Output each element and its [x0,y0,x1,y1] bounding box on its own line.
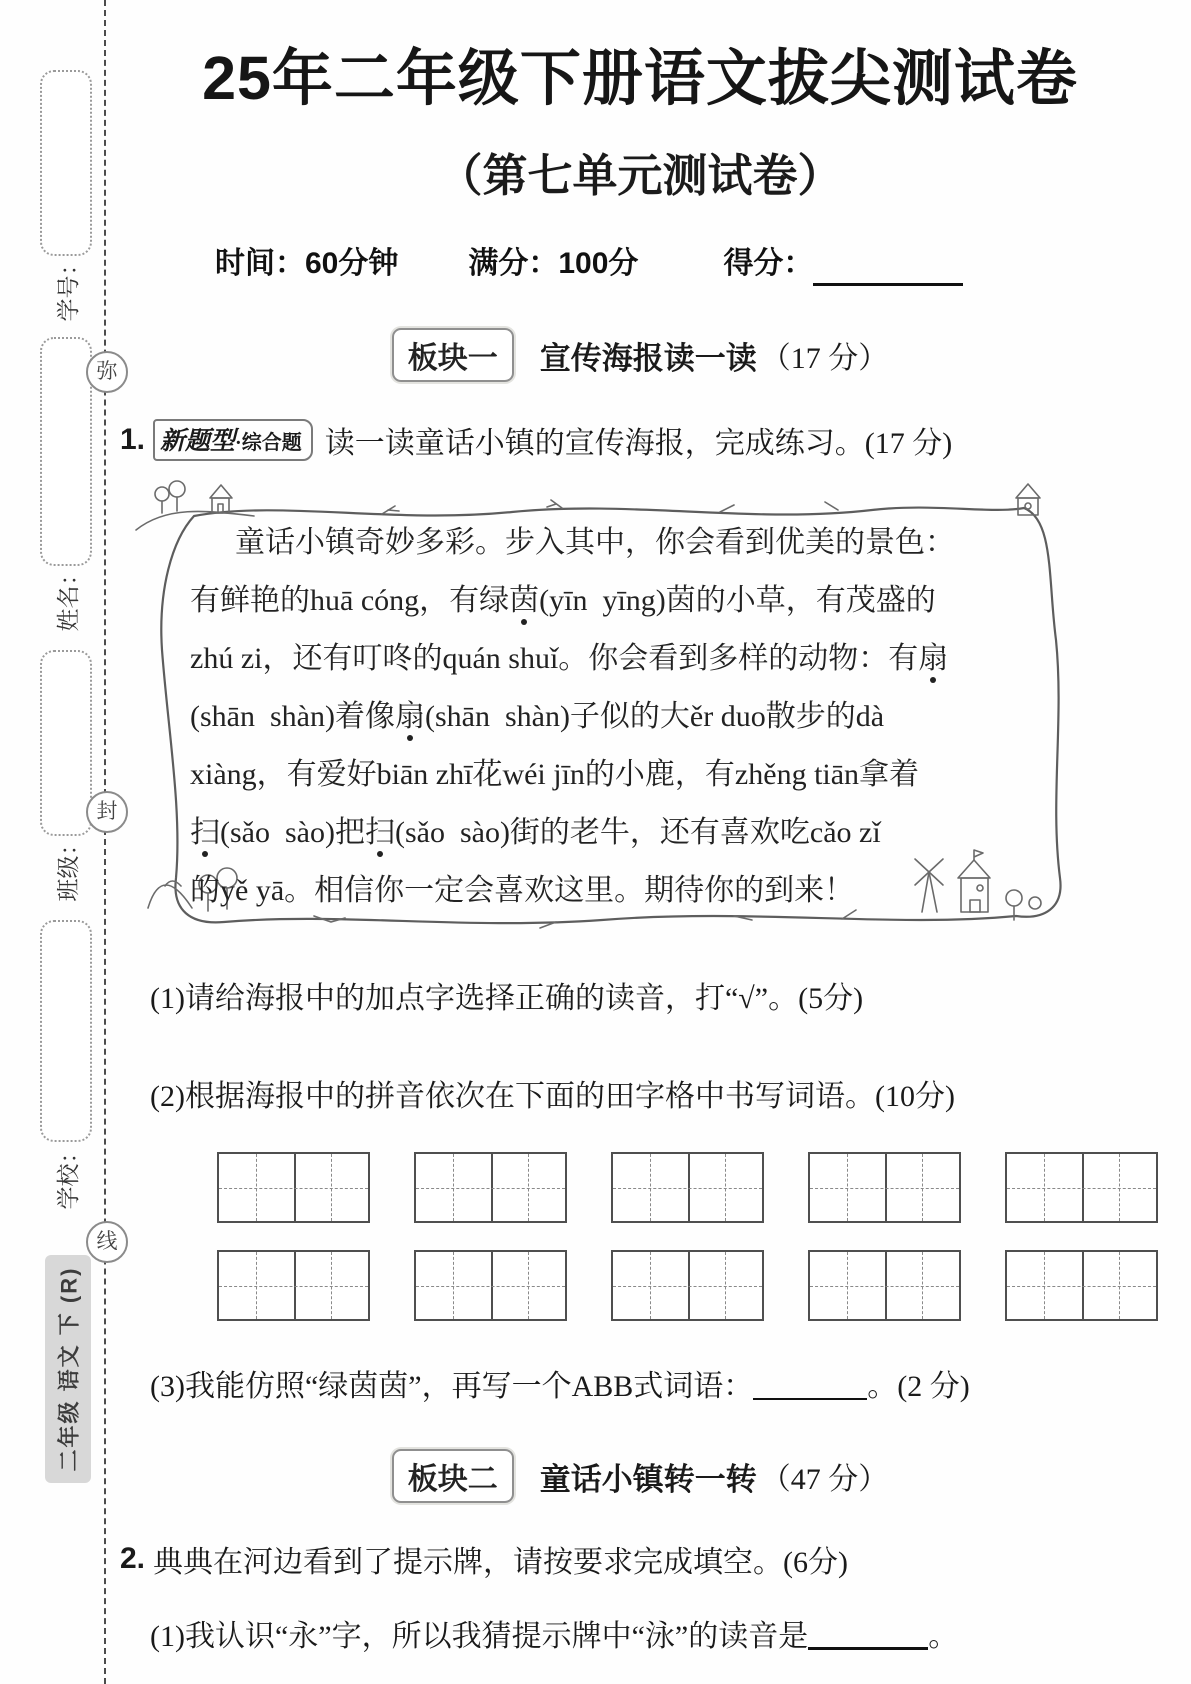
question-2-number: 2. [120,1542,146,1575]
poster-line: 扫(sǎo sào)把扫(sǎo sào)街的老牛，还有喜欢吃cǎo zǐ [190,816,881,849]
section2-title: 童话小镇转一转 [539,1461,757,1497]
tianzige-row [217,1152,1160,1223]
branch-icon [547,500,562,508]
poster-text [190,514,1060,920]
seal-char-feng: 封 [86,791,128,833]
new-question-type-badge [153,419,313,461]
question-1-sub3 [120,1361,1160,1405]
badge-new-label: 新题型 [160,427,236,455]
branch-icon [382,506,399,514]
tianzige-box[interactable] [217,1152,370,1223]
school-label: 学校： [56,1140,81,1210]
poster-line: (shān shàn)着像扇(shān shàn)子似的大ěr duo散步的dà [190,700,885,733]
score-label: 得分： [723,247,814,280]
tianzige-box[interactable] [414,1152,567,1223]
student-id-box[interactable] [40,70,92,256]
seal-dashed-line [104,0,106,1684]
question-1-sub2: (2)根据海报中的拼音依次在下面的田字格中书写词语。(10分) [150,1080,955,1113]
poster-line: 的yě yā。相信你一定会喜欢这里。期待你的到来！ [190,874,855,907]
page-title: 25年二年级下册语文拔尖测试卷 [202,44,1078,112]
full-score-label: 满分：100分 [468,247,639,280]
badge-type-label: ·综合题 [235,432,302,454]
branch-icon [720,505,734,512]
tianzige-box[interactable] [1005,1250,1158,1321]
exam-info-row [120,238,1160,282]
tianzige-box[interactable] [808,1152,961,1223]
haystack-icon [148,881,192,908]
question-1-text: 读一读童话小镇的宣传海报，完成练习。(17 分) [324,427,953,460]
poster-line: 有鲜艳的huā cóng，有绿茵(yīn yīng)茵的小草，有茂盛的 [190,584,936,617]
section2-points: （47 分） [760,1463,889,1496]
fairy-town-poster [132,470,1084,943]
poster-line: xiàng，有爱好biān zhī花wéi jīn的小鹿，有zhěng tiān拿着 [190,758,920,791]
tianzige-box[interactable] [1005,1152,1158,1223]
tianzige-box[interactable] [611,1152,764,1223]
pronunciation-blank[interactable] [808,1619,928,1651]
house-icon [210,485,232,513]
question-1 [120,418,1160,462]
exam-paper [120,0,1160,1655]
student-id-label: 学号： [56,252,81,322]
page-subtitle: （第七单元测试卷） [437,150,843,201]
name-box[interactable] [40,337,92,566]
question-2-text: 典典在河边看到了提示牌，请按要求完成填空。(6分) [153,1546,849,1579]
tianzige-box[interactable] [414,1250,567,1321]
tianzige-grid [120,1152,1160,1321]
time-label: 时间：60分钟 [215,247,399,280]
name-label: 姓名： [56,562,81,632]
edition-badge [45,1255,91,1483]
score-blank[interactable] [813,255,963,287]
section2-chip: 板块二 [392,1449,514,1503]
question-1-number: 1. [120,423,146,456]
tianzige-box[interactable] [611,1250,764,1321]
poster-line: zhú zi，还有叮咚的quán shuǐ。你会看到多样的动物：有扇 [190,642,949,675]
tree-icon [155,481,185,513]
tianzige-row [217,1250,1160,1321]
section1-points: （17 分） [760,342,889,375]
question-2-sub1 [120,1611,1160,1655]
section1-header [120,328,1160,382]
question-2 [120,1537,1160,1581]
section1-chip: 板块一 [392,328,514,382]
school-box[interactable] [40,920,92,1142]
question-1-sub1: (1)请给海报中的加点字选择正确的读音，打“√”。(5分) [150,982,864,1015]
question-1-sub3-prefix: (3)我能仿照“绿茵茵”，再写一个ABB式词语： [150,1370,754,1403]
tianzige-box[interactable] [808,1250,961,1321]
seal-char-mi: 弥 [86,351,128,393]
edition-badge-text: 二年级 语文 下 (R) [56,1266,82,1472]
question-1-sub3-suffix: 。(2 分) [867,1370,970,1403]
question-2-sub1-suffix: 。 [928,1620,959,1653]
section1-title: 宣传海报读一读 [539,340,757,376]
branch-icon [825,502,838,510]
question-2-sub1-prefix: (1)我认识“永”字，所以我猜提示牌中“泳”的读音是 [150,1620,809,1653]
abb-word-blank[interactable] [753,1370,867,1401]
section2-header [120,1449,1160,1503]
poster-line: 童话小镇奇妙多彩。步入其中，你会看到优美的景色： [235,526,955,559]
seal-char-xian: 线 [86,1221,128,1263]
class-label: 班级： [56,832,81,902]
tianzige-box[interactable] [217,1250,370,1321]
class-box[interactable] [40,650,92,836]
